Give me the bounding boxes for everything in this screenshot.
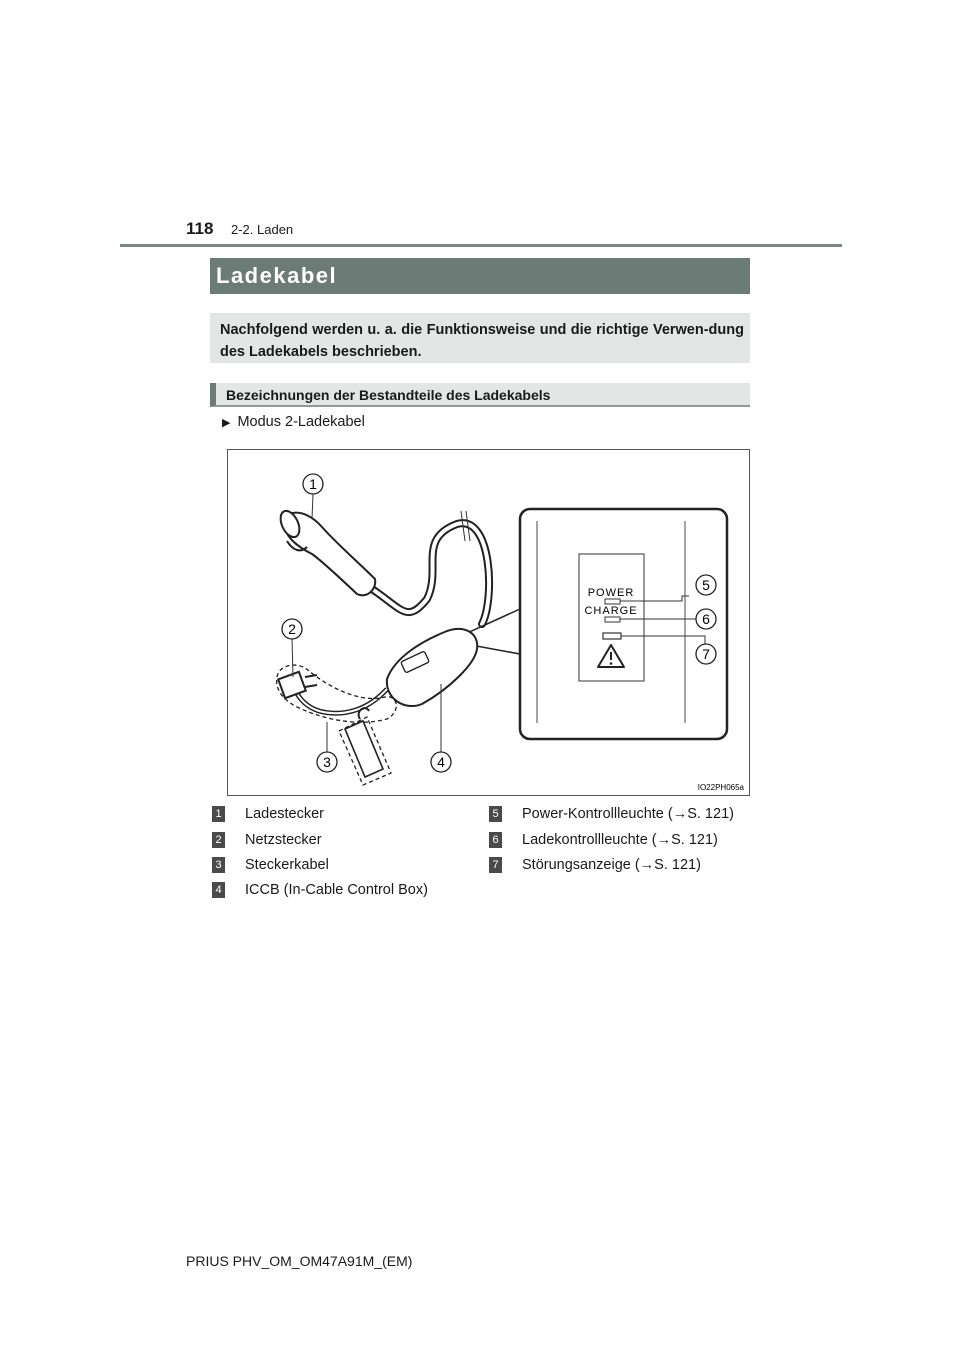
document-footer: PRIUS PHV_OM_OM47A91M_(EM)	[186, 1253, 413, 1269]
legend-item	[489, 857, 701, 873]
charge-led	[605, 617, 620, 622]
callout-7	[696, 644, 716, 664]
legend-item	[212, 882, 428, 898]
subheading: Bezeichnungen der Bestandteile des Ladekabels	[210, 383, 750, 407]
callout-5-label: 5	[702, 577, 710, 593]
legend-number: 3	[212, 857, 225, 873]
legend-text: Ladestecker	[245, 806, 324, 822]
legend-text: Netzstecker	[245, 832, 322, 848]
header-rule	[120, 244, 842, 247]
callout-2	[282, 619, 302, 639]
callout-2-label: 2	[288, 621, 296, 637]
error-led	[603, 633, 621, 639]
figure-code: IO22PH065a	[697, 783, 744, 792]
section-reference: 2-2. Laden	[231, 222, 294, 237]
callout-1	[303, 474, 323, 494]
legend-number: 4	[212, 882, 225, 898]
callout-7-label: 7	[702, 646, 710, 662]
legend-text: ICCB (In-Cable Control Box)	[245, 882, 428, 898]
callout-6-label: 6	[702, 611, 710, 627]
legend-text: Steckerkabel	[245, 857, 329, 873]
callout-3-label: 3	[323, 754, 331, 770]
callout-5	[696, 575, 716, 595]
callout-4	[431, 752, 451, 772]
page-number: 118	[186, 219, 214, 238]
callout-6	[696, 609, 716, 629]
legend-number: 6	[489, 832, 502, 848]
callout-3	[317, 752, 337, 772]
variant-text: Modus 2-Ladekabel	[237, 414, 365, 430]
callout-1-label: 1	[309, 476, 317, 492]
variant-label	[222, 414, 365, 430]
charge-label: CHARGE	[584, 605, 638, 617]
legend-item	[489, 832, 718, 848]
legend-number: 1	[212, 806, 225, 822]
legend-number: 5	[489, 806, 502, 822]
charging-cable-illustration	[227, 449, 750, 796]
legend-item	[489, 806, 734, 822]
legend-number: 2	[212, 832, 225, 848]
legend-text: Störungsanzeige (→S. 121)	[522, 857, 701, 873]
power-label: POWER	[587, 587, 635, 599]
intro-text: Nachfolgend werden u. a. die Funktionsweise und die richtige Verwen-dung des Ladekabels beschrieben.	[210, 313, 750, 363]
legend-text: Ladekontrollleuchte (→S. 121)	[522, 832, 718, 848]
triangle-bullet-icon: ▶	[222, 417, 231, 429]
callout-4-label: 4	[437, 754, 445, 770]
page-title: Ladekabel	[210, 258, 750, 294]
legend-item	[212, 832, 322, 848]
power-led	[605, 599, 620, 604]
legend-text: Power-Kontrollleuchte (→S. 121)	[522, 806, 734, 822]
legend-item	[212, 857, 329, 873]
legend-item	[212, 806, 324, 822]
legend-number: 7	[489, 857, 502, 873]
